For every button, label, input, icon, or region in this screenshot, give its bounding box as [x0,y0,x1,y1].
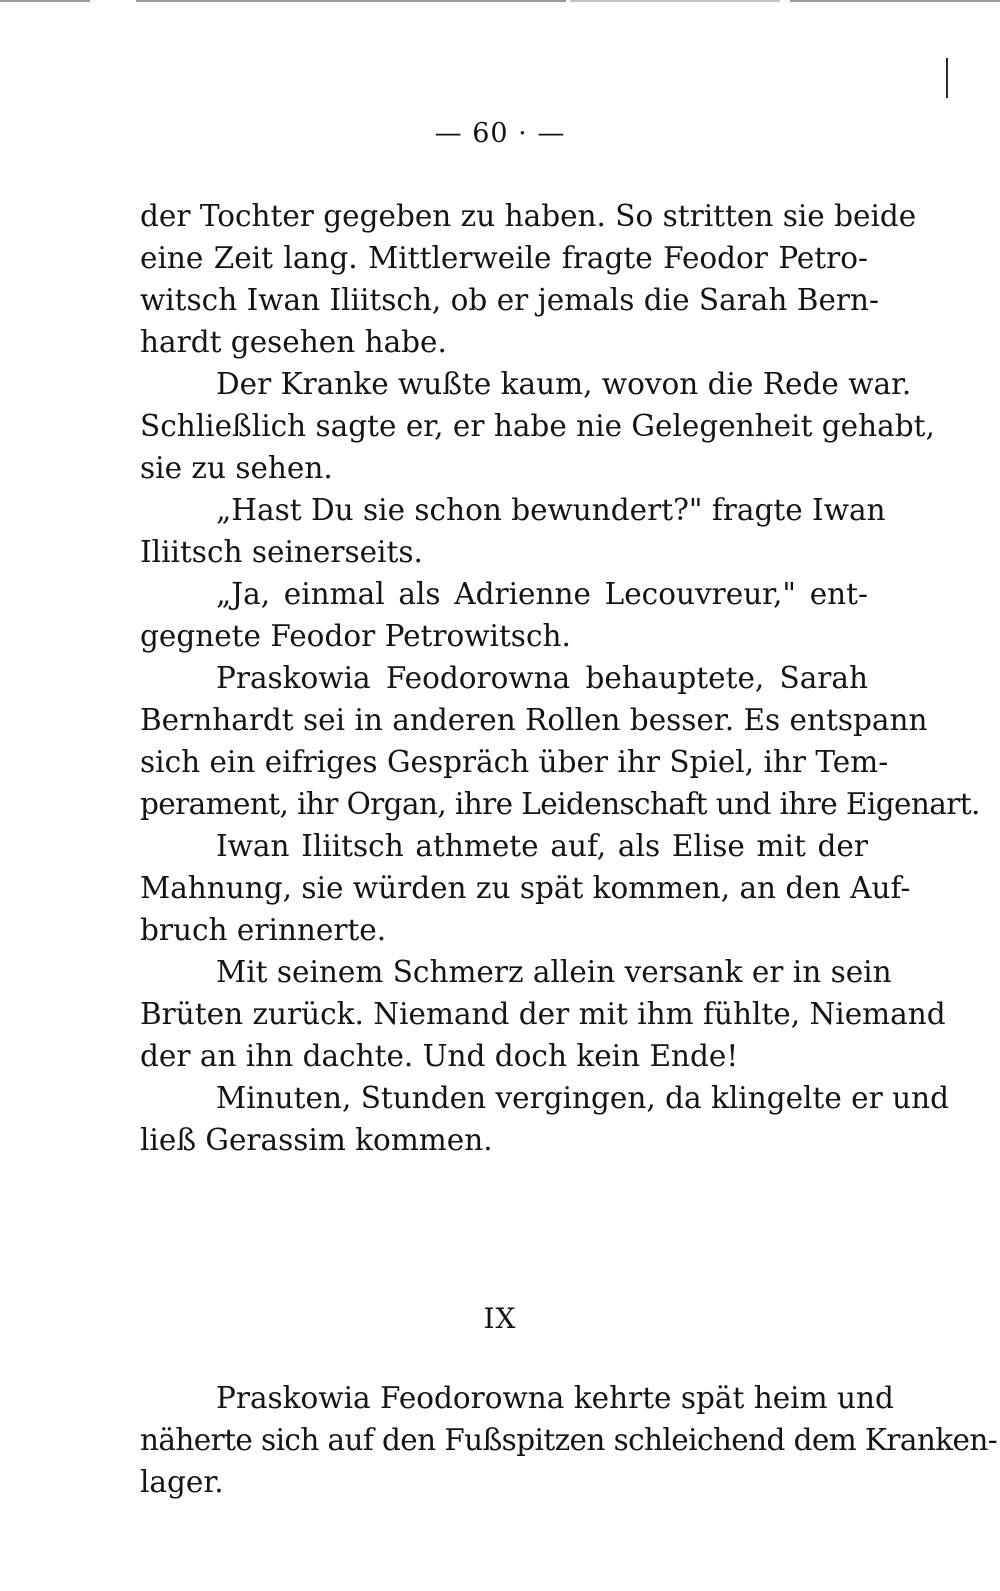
text-line: gegnete Feodor Petrowitsch. [140,619,571,653]
chapter-text [140,1377,998,1503]
text-line: lager. [140,1465,224,1499]
text-line: Iwan Iliitsch athmete auf, als Elise mit der [216,829,868,863]
margin-edge-mark [946,58,948,98]
top-edge-rule [790,0,1000,2]
text-line: „Hast Du sie schon bewundert?" fragte Iwan [216,493,886,527]
text-line: Iliitsch seinerseits. [140,535,423,569]
text-line: Der Kranke wußte kaum, wovon die Rede war. [216,367,912,401]
paragraph [140,951,946,1077]
text-line: Mahnung, sie würden zu spät kommen, an den Auf- [140,871,911,905]
text-line: Brüten zurück. Niemand der mit ihm fühlte, Niemand [140,997,946,1031]
paragraph [140,489,886,573]
paragraph [140,825,911,951]
paragraph [140,1377,998,1503]
text-line: ließ Gerassim kommen. [140,1123,493,1157]
text-line: Schließlich sagte er, er habe nie Gelegenheit gehabt, [140,409,935,443]
text-line: Praskowia Feodorowna kehrte spät heim und [216,1381,894,1415]
text-line: Mit seinem Schmerz allein versank er in sein [216,955,892,989]
text-line: der an ihn dachte. Und doch kein Ende! [140,1039,739,1073]
paragraph [140,657,980,825]
text-line: sich ein eifriges Gespräch über ihr Spiel, ihr Tem- [140,745,889,779]
top-edge-rule [0,0,90,2]
paragraph [140,573,868,657]
text-line: Bernhardt sei in anderen Rollen besser. Es entspann [140,703,928,737]
text-line: eine Zeit lang. Mittlerweile fragte Feodor Petro- [140,241,868,275]
text-line: sie zu sehen. [140,451,333,485]
top-edge-rule [570,0,780,2]
top-edge-rule [136,0,566,2]
text-line: der Tochter gegeben zu haben. So stritten sie beide [140,199,917,233]
page-number: — 60 · — [434,118,566,149]
text-line: näherte sich auf den Fußspitzen schleichend dem Kranken- [140,1423,998,1457]
paragraph [140,195,917,363]
paragraph [140,1077,950,1161]
chapter-heading: IX [483,1302,517,1335]
body-text [140,195,980,1161]
text-line: bruch erinnerte. [140,913,387,947]
text-line: hardt gesehen habe. [140,325,447,359]
text-line: Minuten, Stunden vergingen, da klingelte er und [216,1081,950,1115]
text-line: perament, ihr Organ, ihre Leidenschaft und ihre Eigenart. [140,787,980,821]
text-line: „Ja, einmal als Adrienne Lecouvreur," ent- [216,577,868,611]
text-line: witsch Iwan Iliitsch, ob er jemals die Sarah Bern- [140,283,879,317]
text-line: Praskowia Feodorowna behauptete, Sarah [216,661,868,695]
paragraph [140,363,935,489]
